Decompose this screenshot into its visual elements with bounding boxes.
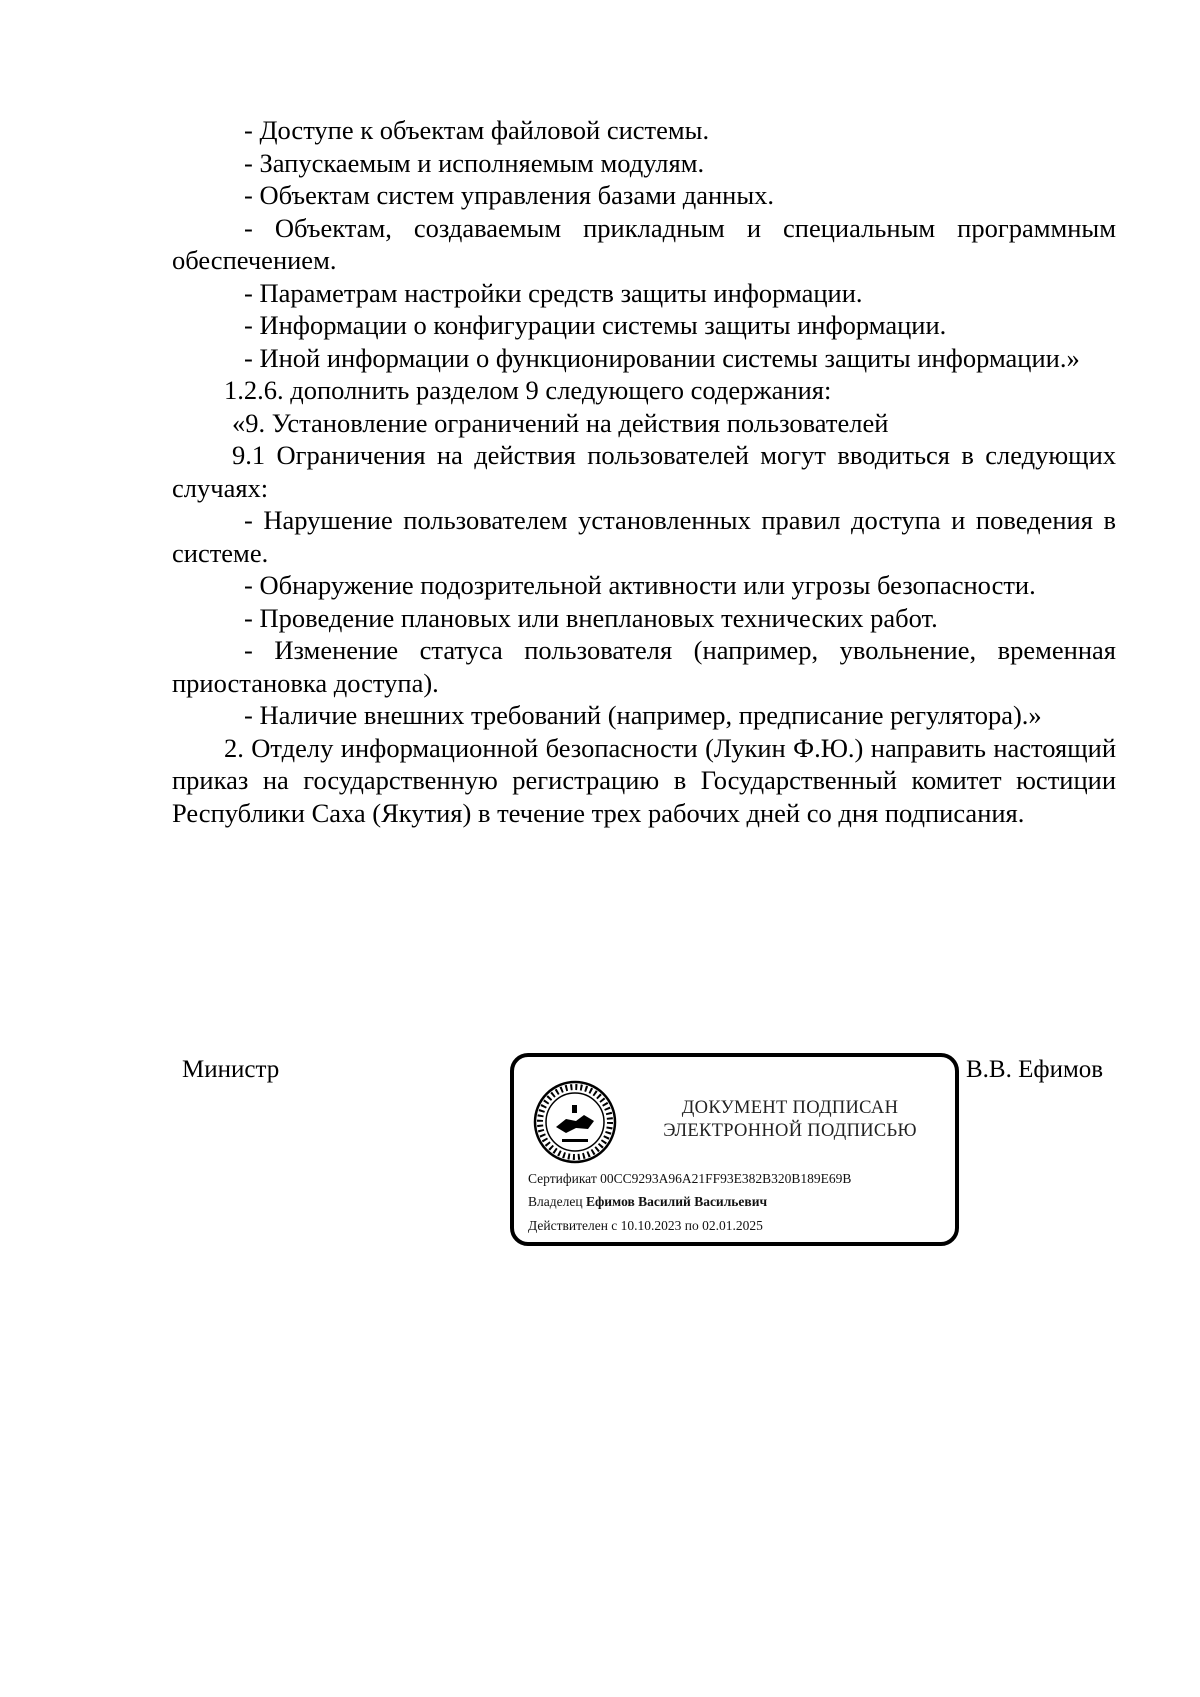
list-item: - Информации о конфигурации системы защиты информации. bbox=[244, 310, 947, 340]
stamp-title bbox=[630, 1097, 950, 1143]
owner-label: Владелец bbox=[528, 1194, 583, 1209]
clause-paragraph: 2. Отделу информационной безопасности (Лукин Ф.Ю.) направить настоящий приказ на государственную регистрацию в Государственный комитет юстиции Республики Саха (Якутия) в течение трех рабочих дней со дня подписания. bbox=[172, 732, 1116, 828]
certificate-line bbox=[528, 1171, 851, 1187]
list-item: - Параметрам настройки средств защиты информации. bbox=[244, 277, 863, 308]
list-item: - Объектам систем управления базами данных. bbox=[244, 180, 775, 210]
validity-line bbox=[528, 1218, 763, 1234]
stamp-title-line: ДОКУМЕНТ ПОДПИСАН bbox=[681, 1098, 899, 1118]
valid-to-label: по bbox=[684, 1218, 699, 1233]
list-item: - Изменение статуса пользователя (например, увольнение, временная приостановка доступа). bbox=[172, 635, 1116, 698]
electronic-signature-stamp bbox=[510, 1053, 959, 1246]
stamp-title-line: ЭЛЕКТРОННОЙ ПОДПИСЬЮ bbox=[663, 1121, 917, 1141]
list-item: - Обнаружение подозрительной активности или угрозы безопасности. bbox=[244, 570, 1036, 600]
valid-from: 10.10.2023 bbox=[620, 1218, 682, 1233]
coat-of-arms-icon bbox=[532, 1079, 618, 1165]
clause-paragraph: 9.1 Ограничения на действия пользователей могут вводиться в следующих случаях: bbox=[172, 440, 1116, 503]
list-item: - Иной информации о функционировании системы защиты информации.» bbox=[244, 342, 1080, 373]
list-item: - Проведение плановых или внеплановых технических работ. bbox=[244, 602, 938, 633]
valid-to: 02.01.2025 bbox=[702, 1218, 763, 1233]
certificate-label: Сертификат bbox=[528, 1171, 597, 1186]
list-item: - Доступе к объектам файловой системы. bbox=[244, 115, 710, 145]
valid-label: Действителен с bbox=[528, 1218, 618, 1233]
signatory-name: В.В. Ефимов bbox=[966, 1056, 1104, 1083]
owner-value: Ефимов Василий Васильевич bbox=[585, 1194, 768, 1209]
owner-line bbox=[528, 1194, 767, 1210]
signatory-position: Министр bbox=[182, 1056, 280, 1083]
list-item: - Наличие внешних требований (например, предписание регулятора).» bbox=[244, 700, 1042, 730]
list-item: - Нарушение пользователем установленных правил доступа и поведения в системе. bbox=[172, 505, 1116, 568]
clause-paragraph: 1.2.6. дополнить разделом 9 следующего содержания: bbox=[224, 375, 832, 405]
list-item: - Запускаемым и исполняемым модулям. bbox=[244, 147, 705, 178]
section-heading: «9. Установление ограничений на действия пользователей bbox=[232, 407, 889, 438]
document-body bbox=[172, 114, 1116, 829]
list-item: - Объектам, создаваемым прикладным и специальным программным обеспечением. bbox=[172, 212, 1116, 275]
certificate-value: 00CC9293A96A21FF93E382B320B189E69B bbox=[600, 1171, 852, 1186]
